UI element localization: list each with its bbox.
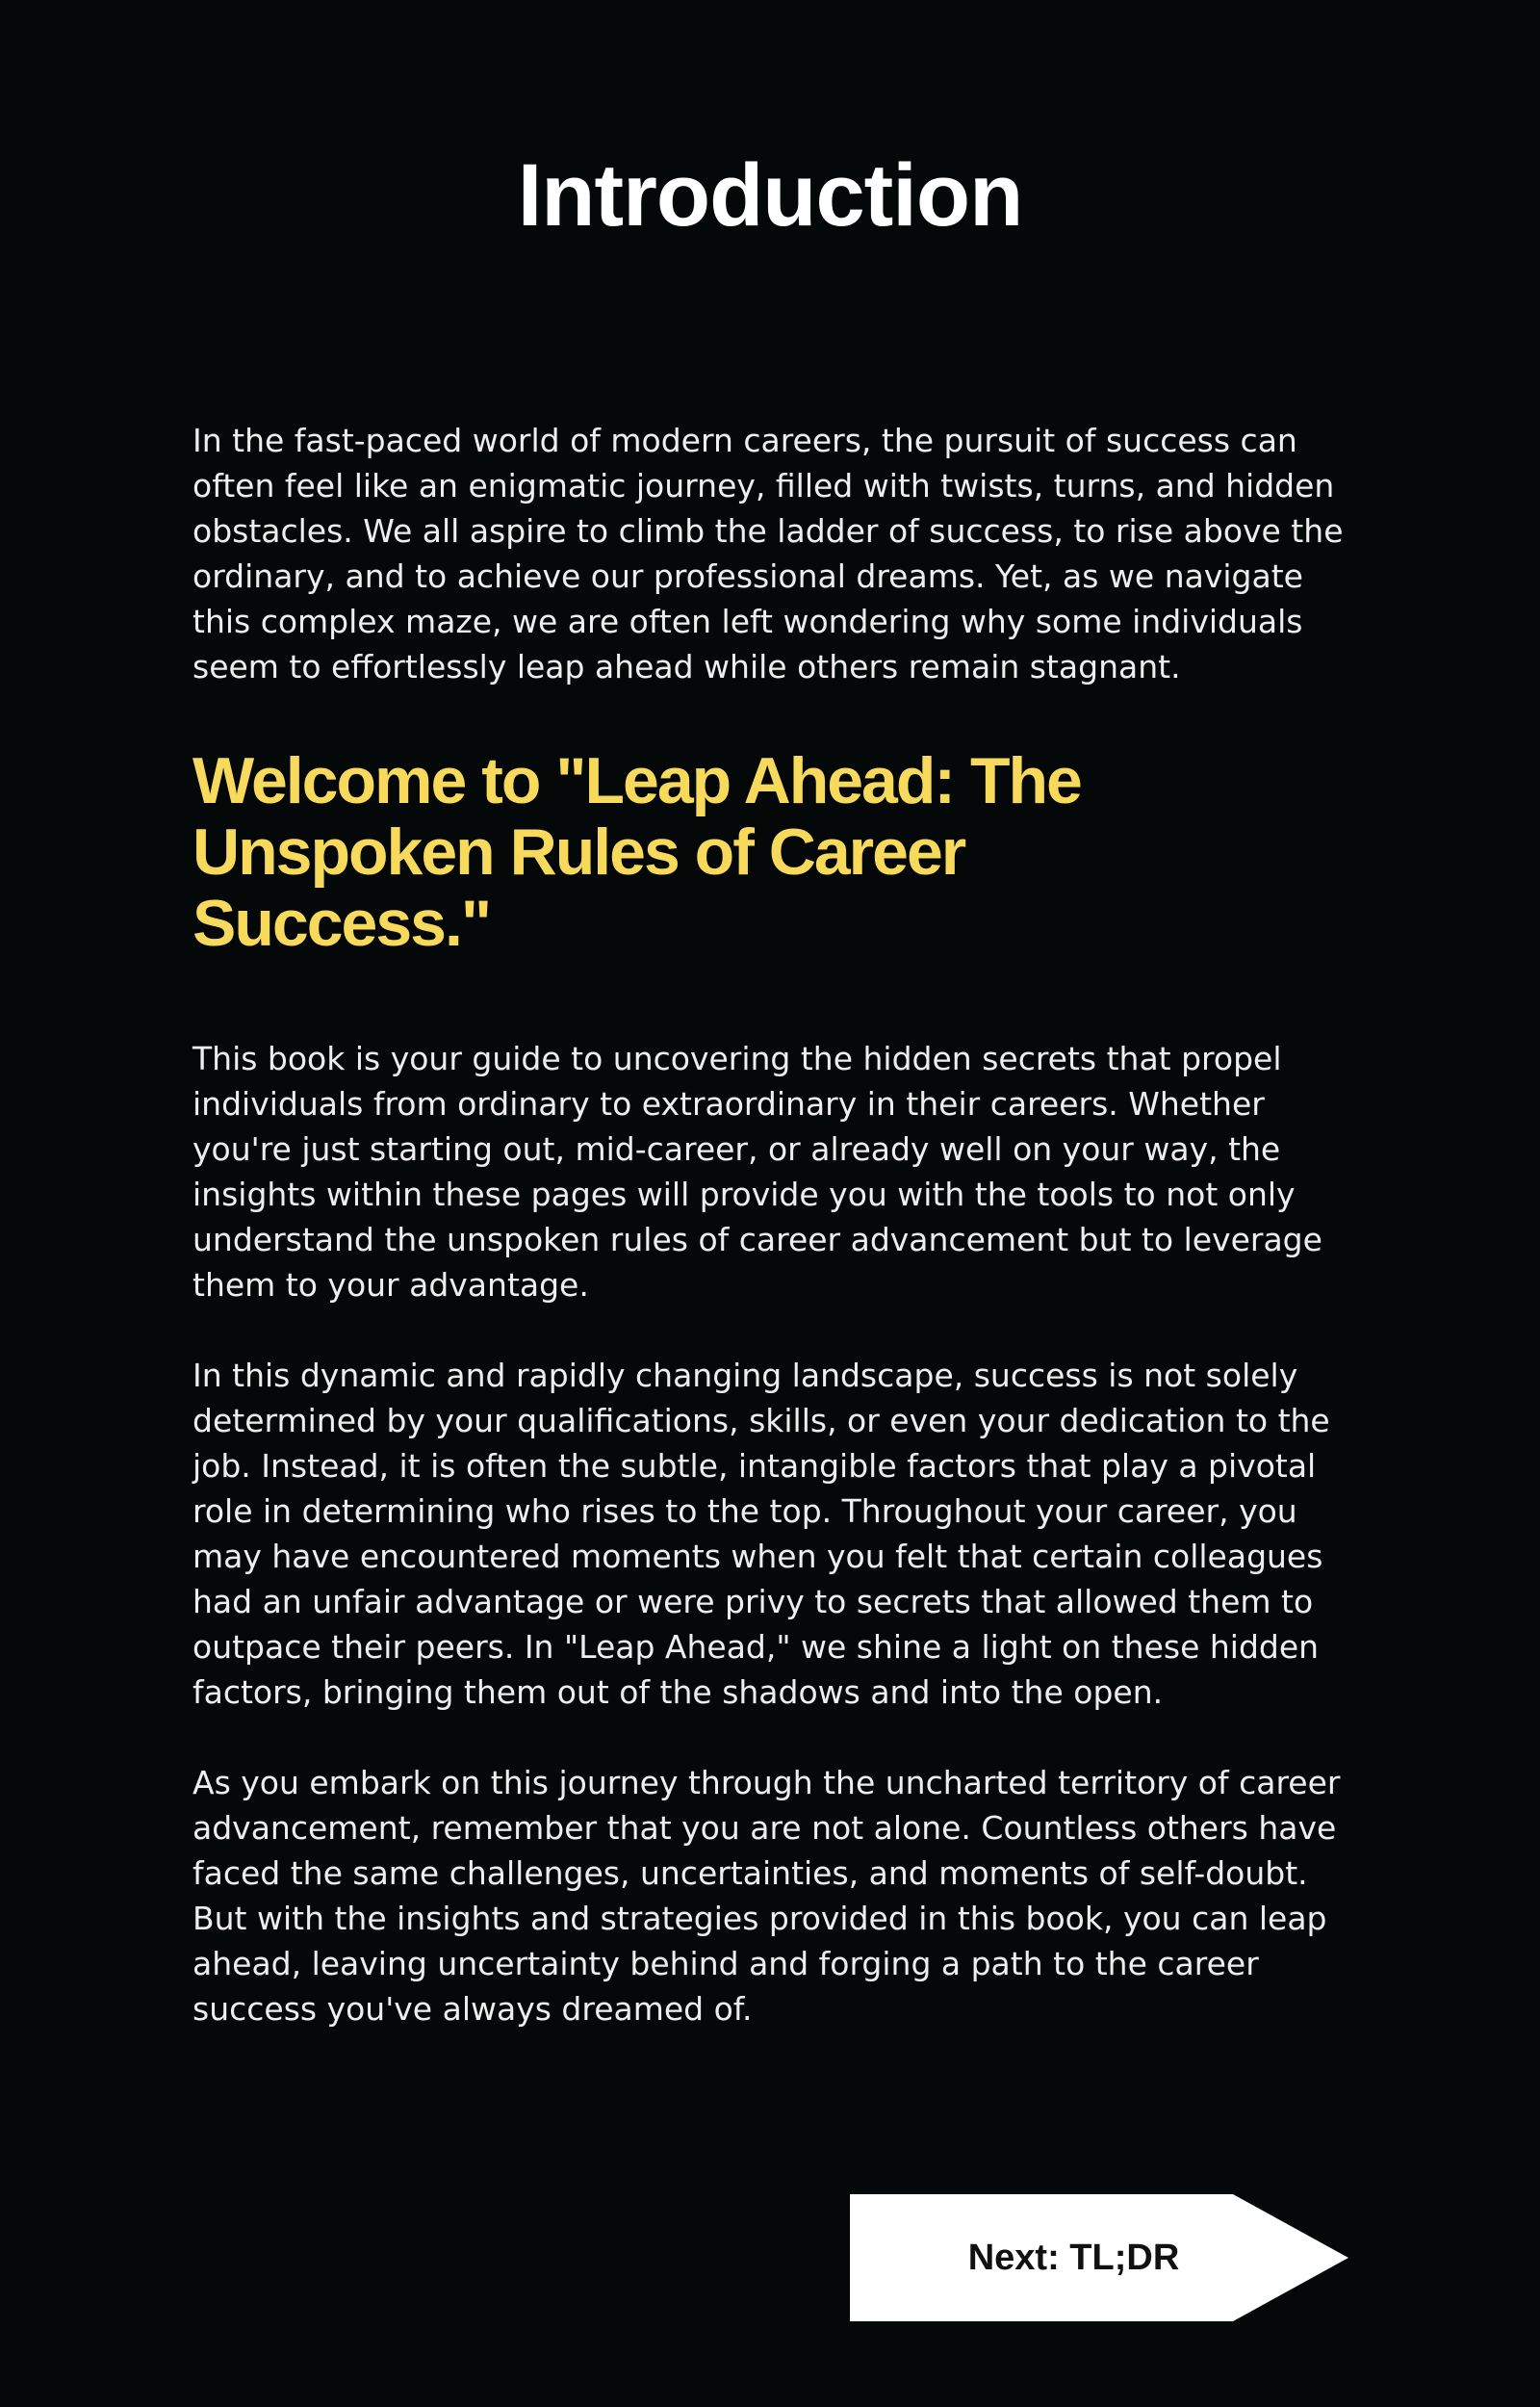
intro-content <box>192 418 1362 2032</box>
intro-paragraph-3: In this dynamic and rapidly changing landscape, success is not solely determined by your qualifications, skills, or even your dedication to the job. Instead, it is often the subtle, intangible factors that play a pivotal role in determining who rises to the top. Throughout your career, you may have encountered moments when you felt that certain colleagues had an unfair advantage or were privy to secrets that allowed them to outpace their peers. In "Leap Ahead," we shine a light on these hidden factors, bringing them out of the shadows and into the open. <box>192 1357 1330 1711</box>
next-tldr-button[interactable] <box>850 2194 1348 2321</box>
intro-paragraph-2: This book is your guide to uncovering the hidden secrets that propel individuals from ordinary to extraordinary in their careers. Whether you're just starting out, mid-career, or already well on your way, the insights within these pages will provide you with the tools to not only understand the unspoken rules of career advancement but to leverage them to your advantage. <box>192 1040 1322 1304</box>
intro-paragraph-1: In the fast-paced world of modern careers, the pursuit of success can often feel like an enigmatic journey, filled with twists, turns, and hidden obstacles. We all aspire to climb the ladder of success, to rise above the ordinary, and to achieve our professional dreams. Yet, as we navigate this complex maze, we are often left wondering why some individuals seem to effortlessly leap ahead while others remain stagnant. <box>192 422 1344 686</box>
welcome-heading: Welcome to "Leap Ahead: The Unspoken Rules of Career Success." <box>192 744 1081 960</box>
next-button-label: Next: TL;DR <box>967 2238 1180 2278</box>
page-title: Introduction <box>517 146 1023 245</box>
intro-paragraph-4: As you embark on this journey through the uncharted territory of career advancement, remember that you are not alone. Countless others have faced the same challenges, uncertainties, and moments of self-doubt. But with the insights and strategies provided in this book, you can leap ahead, leaving uncertainty behind and forging a path to the career success you've always dreamed of. <box>192 1764 1341 2028</box>
